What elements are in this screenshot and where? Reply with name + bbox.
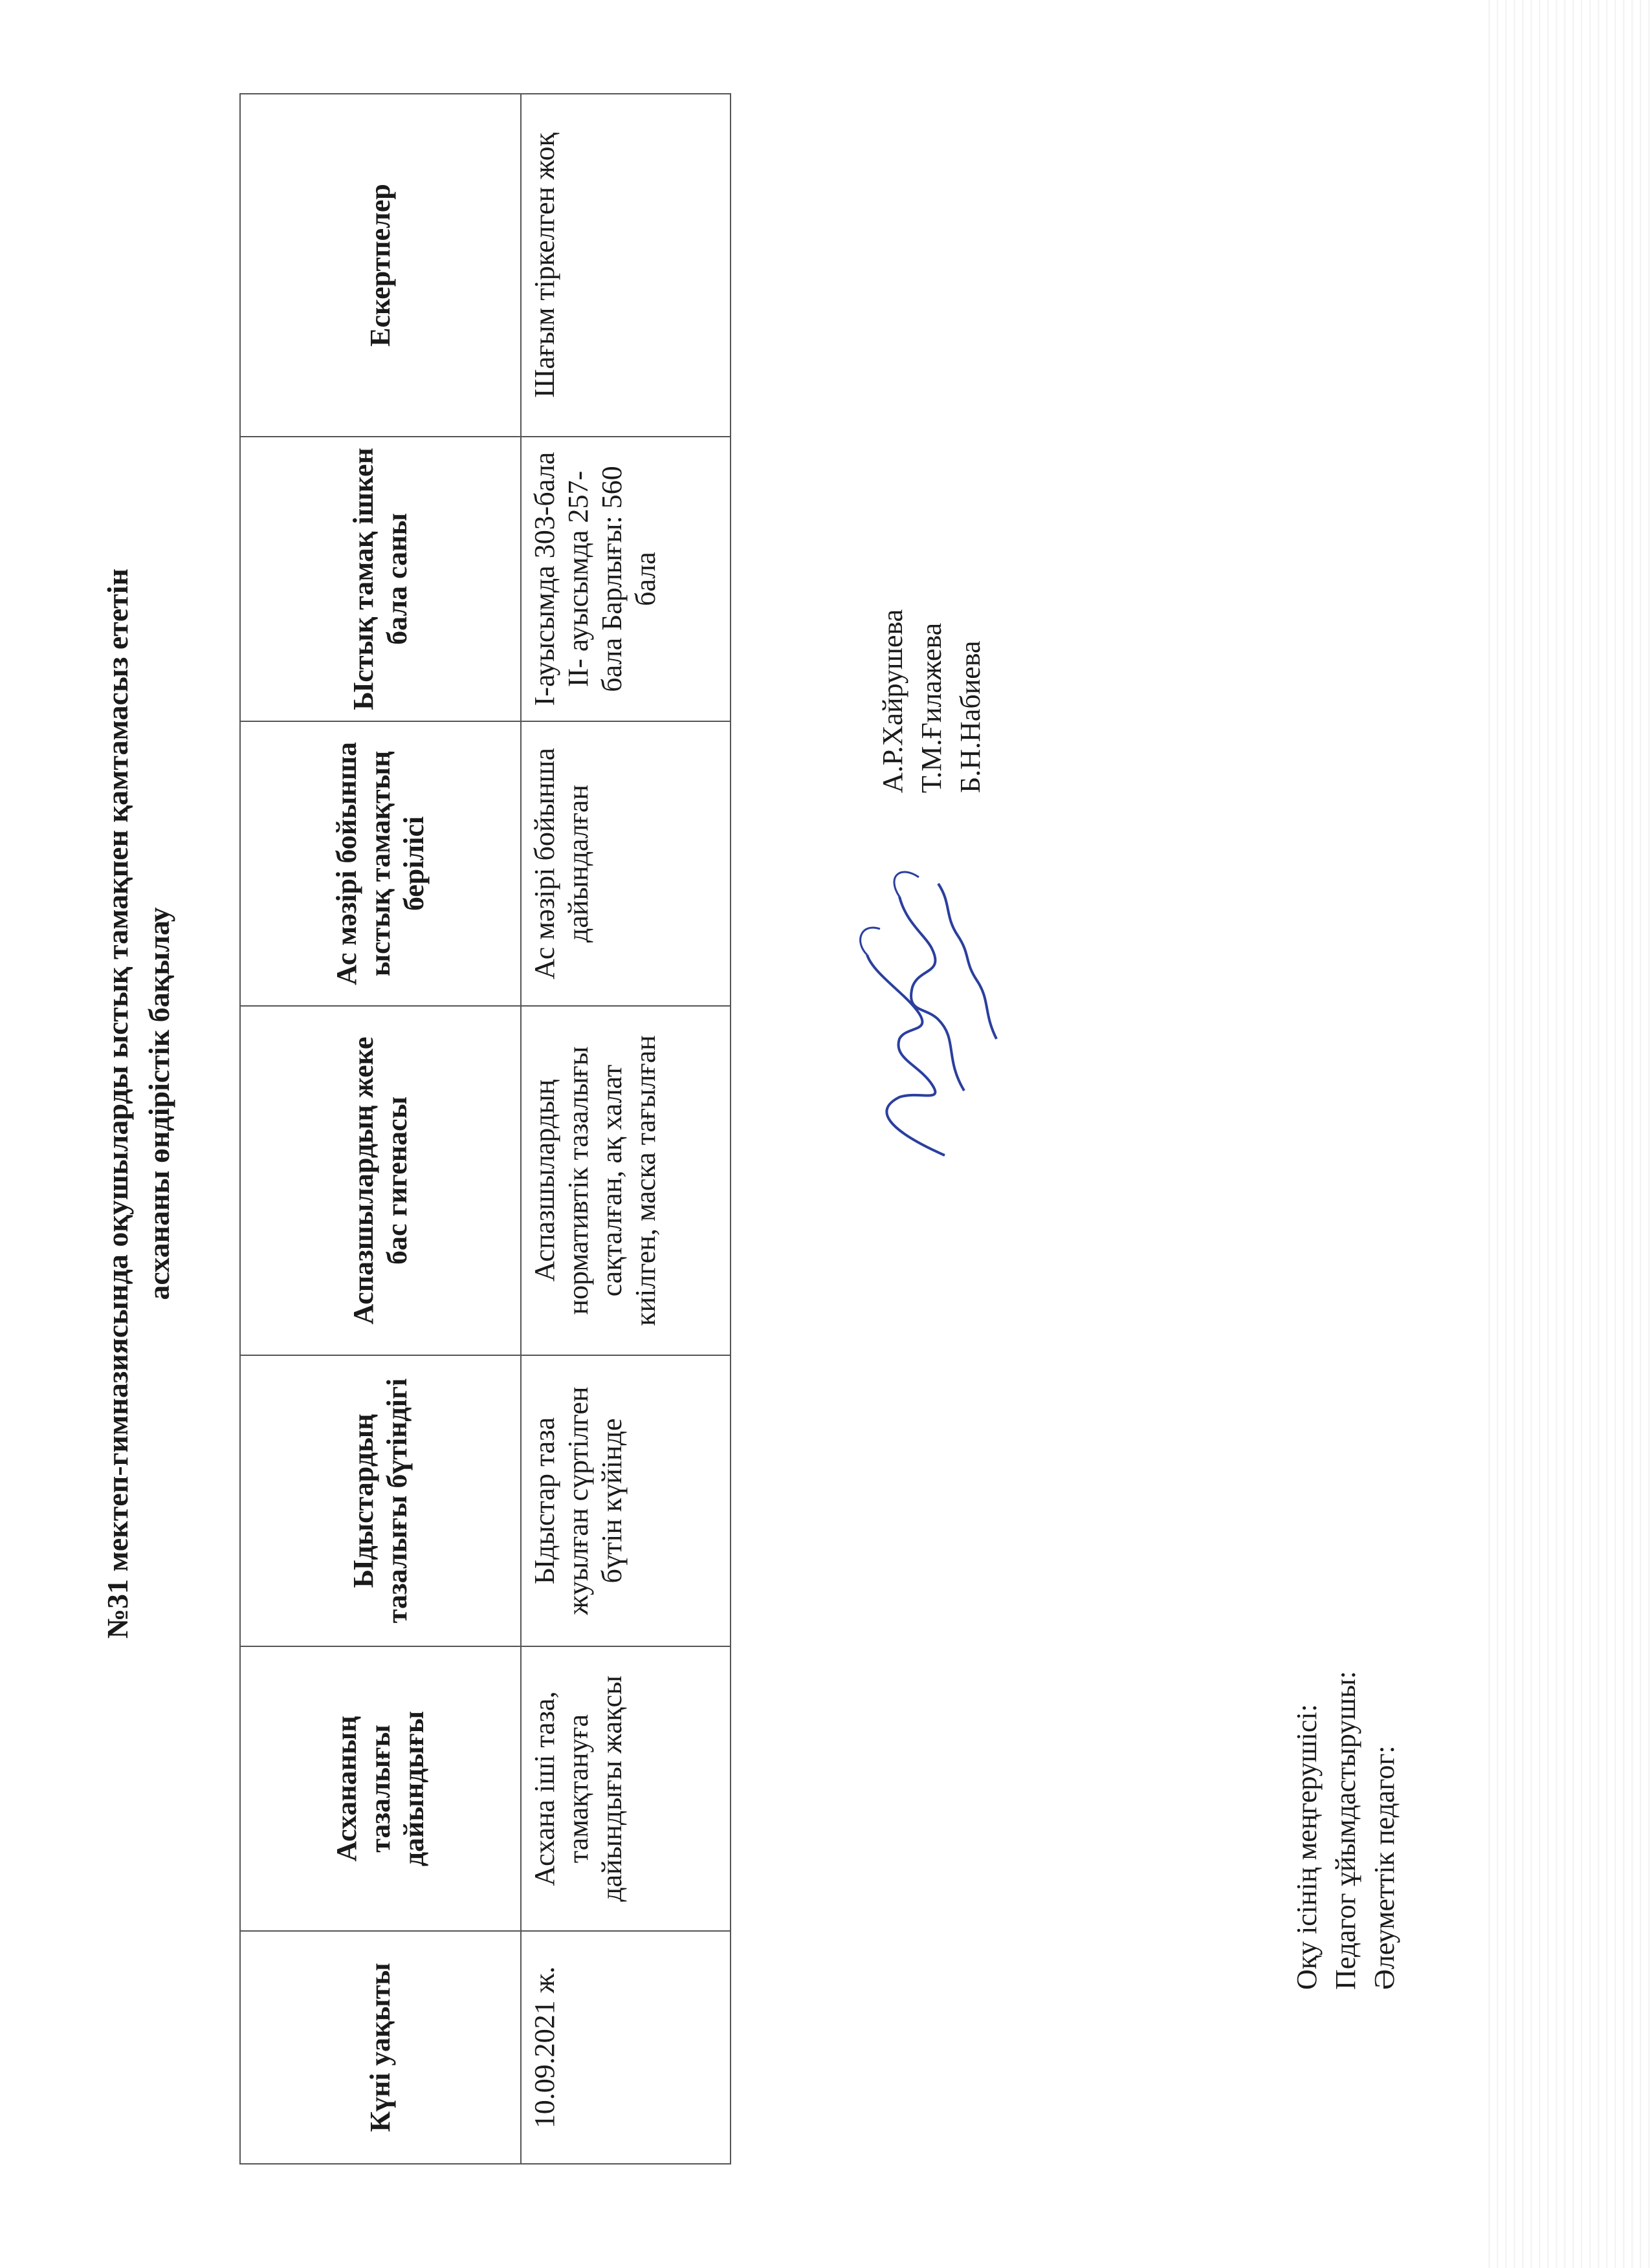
header-date: Күні уақыты (240, 1931, 521, 2164)
cell-hygiene: Аспазшылардың нормативтік тазалығы сақталған, ақ халат киілген, маска тағылған (521, 1006, 731, 1355)
role-social-pedagogue: Әлеуметтік педагог: (1369, 1745, 1400, 1990)
name-2: Т.М.Ғилажева (916, 622, 947, 793)
header-canteen-cleanliness: Асхананың тазалығы дайындығы (240, 1646, 521, 1931)
signatory-roles (1288, 1149, 1404, 1990)
cell-menu: Ас мәзірі бойынша дайындалған (521, 721, 731, 1006)
header-dishes: Ыдыстардың тазалығы бүтіндігі (240, 1355, 521, 1646)
cell-date: 10.09.2021 ж. (521, 1931, 731, 2164)
document-title (97, 327, 180, 1880)
name-3: Б.Н.Набиева (954, 640, 986, 793)
header-notes: Ескертпелер (240, 94, 521, 437)
cell-children: І-ауысымда 303-бала ІІ- ауысымда 257-бала Барлығы: 560 бала (521, 437, 731, 721)
header-menu: Ас мәзірі бойынша ыстық тамақтың берілісі (240, 721, 521, 1006)
header-children-count: Ыстық тамақ ішкен бала саны (240, 437, 521, 721)
table-row (521, 94, 731, 2164)
handwritten-signatures (796, 806, 1009, 1168)
cell-dishes: Ыдыстар таза жуылған сүртілген бүтін күйінде (521, 1355, 731, 1646)
role-pedagogue-organizer: Педагог ұйымдастырушы: (1330, 1671, 1361, 1990)
cell-notes: Шағым тіркелген жоқ (521, 94, 731, 437)
role-head-of-studies: Оқу ісінің меңгерушісі: (1291, 1704, 1323, 1990)
signatory-names (874, 405, 990, 793)
header-cooks-hygiene: Аспазшылардың жеке бас гигенасы (240, 1006, 521, 1355)
title-line-2: асхананы өндірістік бақылау (142, 907, 175, 1300)
table-header-row (240, 94, 521, 2164)
title-line-1: №31 мектеп-гимназиясында оқушыларды ыстық тамақпен қамтамасыз ететін (101, 568, 134, 1639)
name-1: А.Р.Хайрушева (877, 609, 908, 793)
inspection-table (239, 93, 731, 2164)
cell-canteen: Асхана іші таза, тамақтануға дайындығы жақсы (521, 1646, 731, 1931)
